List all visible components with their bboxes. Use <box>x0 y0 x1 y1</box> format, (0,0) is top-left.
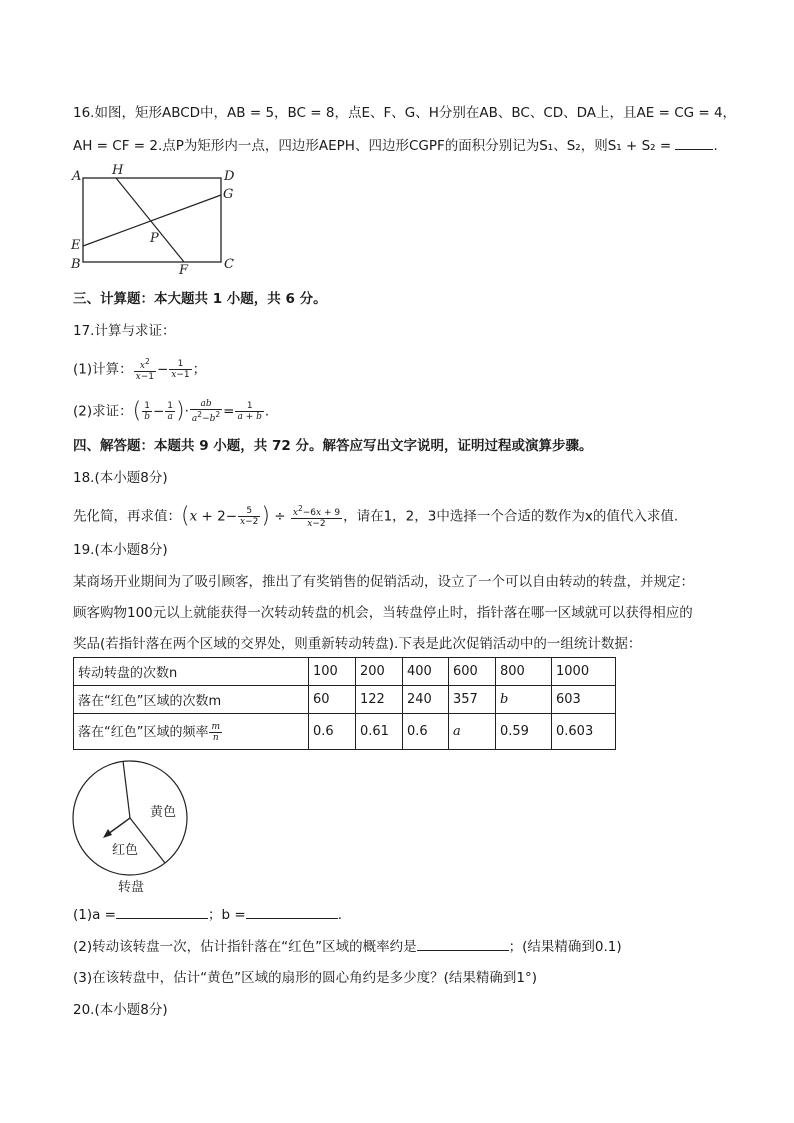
q18-prefix: 先化简，再求值： <box>73 508 181 525</box>
q20-title: 20.(本小题8分) <box>73 1002 168 1018</box>
row-label-red-count: 落在“红色”区域的次数m <box>74 686 309 714</box>
spinner-wheel-figure <box>66 760 196 900</box>
table-cell: 100 <box>309 658 356 686</box>
q17-part2: (2)求证：( $\frac{1}{b}$ − $\frac{1}{a}$ )· $\frac{ab}{a^2-b^2}$ = $\frac{1}{a + b}$ . <box>73 398 270 424</box>
wheel-divider-1 <box>123 761 130 818</box>
table-cell: 800 <box>496 658 552 686</box>
frac-x2-over-x-1: $\frac{x^2}{x-1}$ <box>135 357 154 382</box>
table-cell-a: a <box>449 714 496 750</box>
q17-part1: (1)计算： $\frac{x^2}{x-1}$ − $\frac{1}{x-1}$ ； <box>73 357 207 382</box>
q16-figure <box>66 160 246 278</box>
row-label-red-frequency <box>74 714 309 750</box>
pointer-arrowhead <box>103 829 112 838</box>
q16-line2-text: AH = CF = 2.点P为矩形内一点，四边形AEPH、四边形CGPF的面积分别记为S₁、S₂，则S₁ + S₂ = <box>73 138 676 154</box>
q19-sub2-text: (2)转动该转盘一次，估计指针落在“红色”区域的概率约是 <box>73 939 417 955</box>
q18-suffix: ，请在1，2，3中选择一个合适的数作为x的值代入求值. <box>343 508 679 525</box>
row-label-spins: 转动转盘的次数n <box>74 658 309 686</box>
label-C: C <box>224 257 234 272</box>
table-cell: 122 <box>356 686 403 714</box>
table-cell: 603 <box>552 686 616 714</box>
q19-para1: 某商场开业期间为了吸引顾客，推出了有奖销售的促销活动，设立了一个可以自由转动的转盘，并规定： <box>73 574 694 590</box>
frac-ab-over-a2-b2: $\frac{ab}{a^2-b^2}$ <box>191 399 221 424</box>
q19-sub1-end: . <box>337 907 342 923</box>
q17-part2-end: . <box>264 403 270 420</box>
answer-blank-a[interactable] <box>116 904 208 919</box>
q19-title: 19.(本小题8分) <box>73 542 168 558</box>
section4-title: 四、解答题：本题共 9 小题，共 72 分。解答应写出文字说明，证明过程或演算步骤。 <box>73 438 593 454</box>
frac-1-over-a: $\frac{1}{a}$ <box>167 401 174 422</box>
table-cell: 0.59 <box>496 714 552 750</box>
wheel-label-red: 红色 <box>112 843 139 858</box>
q19-sub2-end: ；(结果精确到0.1) <box>508 939 622 955</box>
label-D: D <box>224 169 235 184</box>
q19-sub1-sep: ；b = <box>208 907 246 923</box>
label-B: B <box>71 257 81 272</box>
q17-part1-end: ； <box>192 361 207 378</box>
label-E: E <box>71 238 81 253</box>
table-cell: 0.6 <box>403 714 449 750</box>
wheel-label-yellow: 黄色 <box>150 805 177 820</box>
q18-expression: 先化简，再求值：(x + 2− $\frac{5}{x-2}$ ) ÷ $\frac{x^2-6x + 9}{x-2}$ ，请在1，2，3中选择一个合适的数作为x的值代入求值. <box>73 503 679 529</box>
q18-title: 18.(本小题8分) <box>73 470 168 486</box>
frac-1-over-a-plus-b: $\frac{1}{a + b}$ <box>237 401 262 422</box>
frac-1-over-x-1: $\frac{1}{x-1}$ <box>171 359 190 380</box>
label-G: G <box>223 187 234 202</box>
q16-answer-blank[interactable] <box>675 135 713 150</box>
q17-title: 17.计算与求证： <box>73 323 176 339</box>
answer-blank-b[interactable] <box>246 904 338 919</box>
frac-m-over-n: $\frac{m}{n}$ <box>211 721 221 743</box>
label-F: F <box>179 263 189 278</box>
table-cell: 0.61 <box>356 714 403 750</box>
frac-5-over-x-2: $\frac{5}{x-2}$ <box>240 506 259 527</box>
q17-part2-prefix: (2)求证： <box>73 403 133 420</box>
answer-blank-probability[interactable] <box>417 936 509 951</box>
q19-sub1-a: (1)a = <box>73 907 116 923</box>
table-cell: 600 <box>449 658 496 686</box>
q19-sub1 <box>73 904 342 925</box>
section3-title: 三、计算题：本大题共 1 小题，共 6 分。 <box>73 291 327 307</box>
table-cell: 240 <box>403 686 449 714</box>
q19-sub3: (3)在该转盘中，估计“黄色”区域的扇形的圆心角约是多少度？(结果精确到1°) <box>73 970 537 986</box>
wheel-caption: 转盘 <box>118 880 145 895</box>
table-row <box>74 714 616 750</box>
q19-para3: 奖品(若指针落在两个区域的交界处，则重新转动转盘).下表是此次促销活动中的一组统计数据： <box>73 636 642 652</box>
table-row <box>74 686 616 714</box>
q16-end: . <box>713 138 718 154</box>
label-A: A <box>72 169 82 184</box>
table-cell: 200 <box>356 658 403 686</box>
q16-line2 <box>73 135 718 156</box>
q17-part1-prefix: (1)计算： <box>73 361 133 378</box>
table-cell: 0.603 <box>552 714 616 750</box>
pointer-arrow <box>108 818 130 834</box>
table-cell: 400 <box>403 658 449 686</box>
table-cell-b: b <box>496 686 552 714</box>
table-cell: 1000 <box>552 658 616 686</box>
table-row <box>74 658 616 686</box>
frac-x2-6x-9-over-x-2: $\frac{x^2-6x + 9}{x-2}$ <box>292 504 341 529</box>
table-cell: 60 <box>309 686 356 714</box>
segment-hf <box>116 178 184 262</box>
label-P: P <box>150 231 159 246</box>
table-cell: 357 <box>449 686 496 714</box>
q19-sub2 <box>73 936 622 957</box>
q19-para2: 顾客购物100元以上就能获得一次转动转盘的机会，当转盘停止时，指针落在哪一区域就可以获得相应的 <box>73 605 693 621</box>
frac-1-over-b: $\frac{1}{b}$ <box>144 401 150 422</box>
statistics-table <box>73 657 616 750</box>
q16-line1: 16.如图，矩形ABCD中，AB = 5，BC = 8，点E、F、G、H分别在AB、BC、CD、DA上，且AE = CG = 4， <box>73 105 737 121</box>
row-label-text: 落在“红色”区域的频率 <box>78 724 209 740</box>
label-H: H <box>112 163 124 178</box>
table-cell: 0.6 <box>309 714 356 750</box>
